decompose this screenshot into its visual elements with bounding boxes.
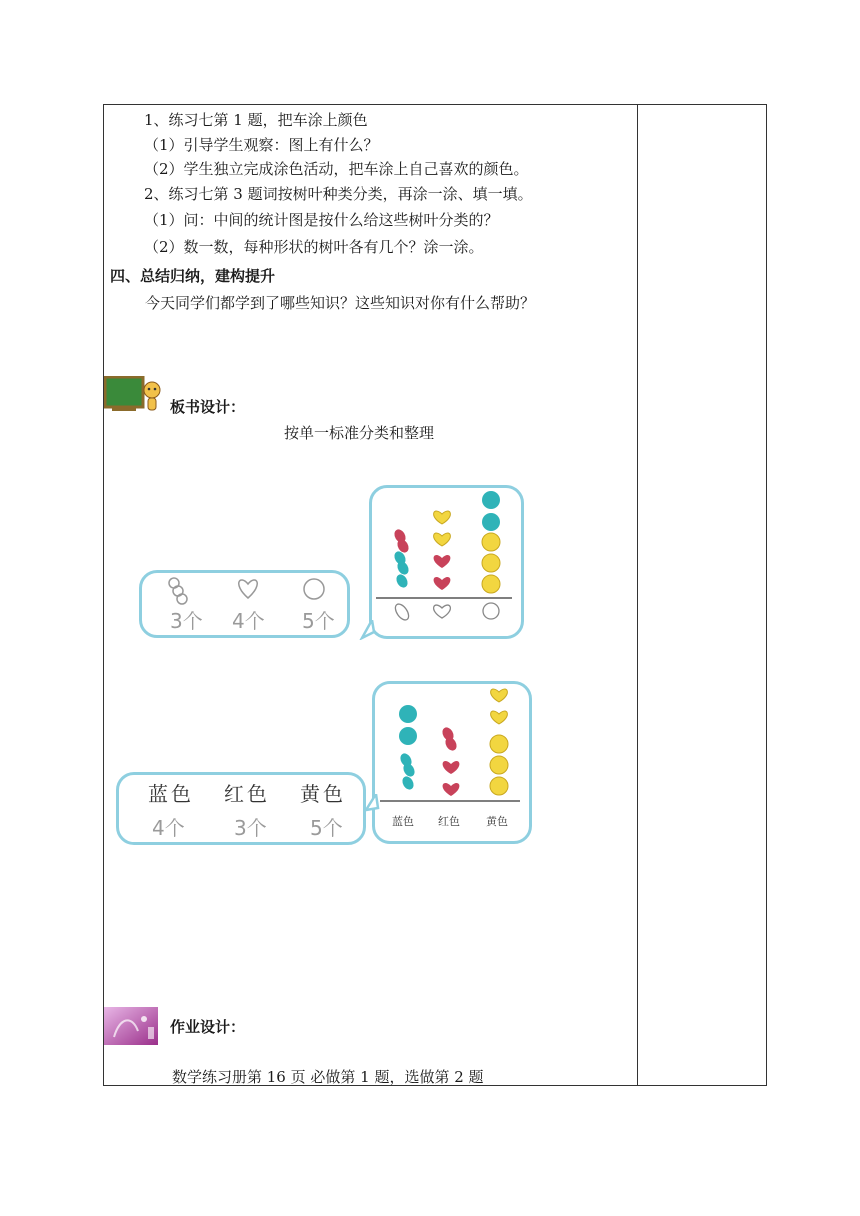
homework-icon: [104, 1007, 158, 1045]
yellow-column: [490, 689, 508, 795]
color-label-2: 红色: [224, 782, 270, 806]
homework-label: 作业设计：: [170, 1018, 246, 1036]
section-heading: 四、总结归纳，建构提升: [110, 267, 276, 285]
blue-column: [398, 705, 417, 792]
color-count-1: 4个: [152, 816, 185, 840]
color-count-2: 3个: [234, 816, 267, 840]
chart2-label-2: 红色: [438, 815, 460, 828]
board-title: 按单一标准分类和整理: [284, 424, 435, 442]
shape-count-1: 3个: [170, 609, 203, 633]
chart2-label-3: 黄色: [486, 815, 508, 828]
board-label: 板书设计：: [170, 398, 246, 416]
practice-line-1: 1、练习七第 1 题，把车涂上颜色: [144, 111, 368, 129]
circle-column: [482, 491, 500, 593]
homework-text: 数学练习册第 16 页 必做第 1 题，选做第 2 题: [172, 1068, 484, 1086]
bean-column: [392, 527, 411, 589]
practice-line-3: （2）学生独立完成涂色活动，把车涂上自己喜欢的颜色。: [144, 160, 529, 178]
red-column: [440, 725, 459, 796]
practice-line-5: （1）问：中间的统计图是按什么给这些树叶分类的？: [144, 211, 499, 229]
color-chart: [376, 684, 524, 806]
color-label-3: 黄色: [300, 782, 346, 806]
shape-count-2: 4个: [232, 609, 265, 633]
blackboard-icon: [104, 376, 164, 412]
table-divider: [637, 104, 638, 1086]
chart2-label-1: 蓝色: [392, 815, 414, 828]
shape-count-3: 5个: [302, 609, 335, 633]
shape-outlines: [160, 574, 340, 608]
practice-line-4: 2、练习七第 3 题词按树叶种类分类，再涂一涂、填一填。: [144, 185, 533, 203]
practice-line-6: （2）数一数，每种形状的树叶各有几个？涂一涂。: [144, 238, 484, 256]
practice-line-2: （1）引导学生观察：图上有什么？: [144, 136, 379, 154]
shape-chart: [372, 488, 517, 628]
section-text: 今天同学们都学到了哪些知识？这些知识对你有什么帮助？: [145, 294, 536, 312]
color-label-1: 蓝色: [148, 782, 194, 806]
heart-column: [434, 511, 451, 590]
color-count-3: 5个: [310, 816, 343, 840]
